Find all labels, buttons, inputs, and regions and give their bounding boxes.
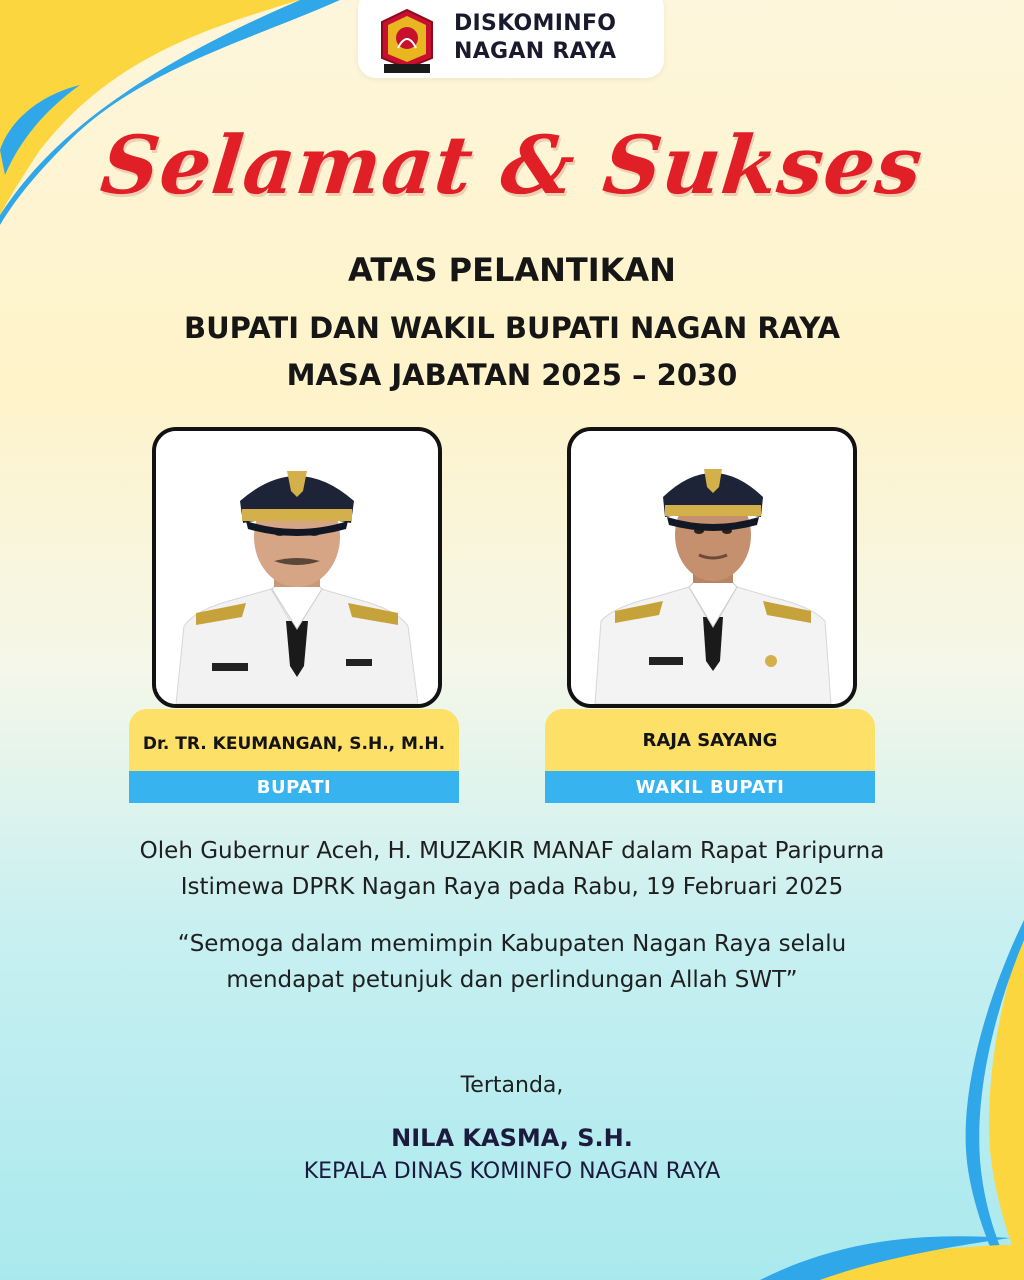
ceremony-text-line2: Istimewa DPRK Nagan Raya pada Rabu, 19 Februari 2025 bbox=[180, 874, 844, 900]
signer-title: KEPALA DINAS KOMINFO NAGAN RAYA bbox=[303, 1159, 721, 1184]
nagan-raya-logo bbox=[378, 8, 436, 74]
portrait-wakil-bupati bbox=[571, 431, 853, 704]
ceremony-text-line1: Oleh Gubernur Aceh, H. MUZAKIR MANAF dalam Rapat Paripurna bbox=[139, 838, 885, 864]
official-name-wakil-bupati: RAJA SAYANG bbox=[545, 709, 875, 775]
photo-frame-wakil-bupati bbox=[567, 427, 857, 708]
subheading-3: MASA JABATAN 2025 – 2030 bbox=[286, 358, 738, 392]
photo-frame-bupati bbox=[152, 427, 442, 708]
portrait-bupati bbox=[156, 431, 438, 704]
header-badge bbox=[358, 0, 664, 78]
official-role-bupati: BUPATI bbox=[129, 771, 459, 803]
subheading-1: ATAS PELANTIKAN bbox=[348, 251, 676, 289]
org-name-line1: DISKOMINFO bbox=[454, 11, 617, 36]
quote-line1: “Semoga dalam memimpin Kabupaten Nagan Raya selalu bbox=[177, 931, 847, 957]
quote-line2: mendapat petunjuk dan perlindungan Allah SWT” bbox=[226, 967, 798, 993]
signature-label: Tertanda, bbox=[460, 1073, 564, 1098]
subheading-2: BUPATI DAN WAKIL BUPATI NAGAN RAYA bbox=[183, 311, 841, 345]
org-name-line2: NAGAN RAYA bbox=[454, 39, 617, 64]
official-name-bupati: Dr. TR. KEUMANGAN, S.H., M.H. bbox=[129, 709, 459, 775]
signer-name: NILA KASMA, S.H. bbox=[391, 1124, 633, 1152]
headline: Selamat & Sukses bbox=[96, 118, 928, 212]
official-role-wakil-bupati: WAKIL BUPATI bbox=[545, 771, 875, 803]
